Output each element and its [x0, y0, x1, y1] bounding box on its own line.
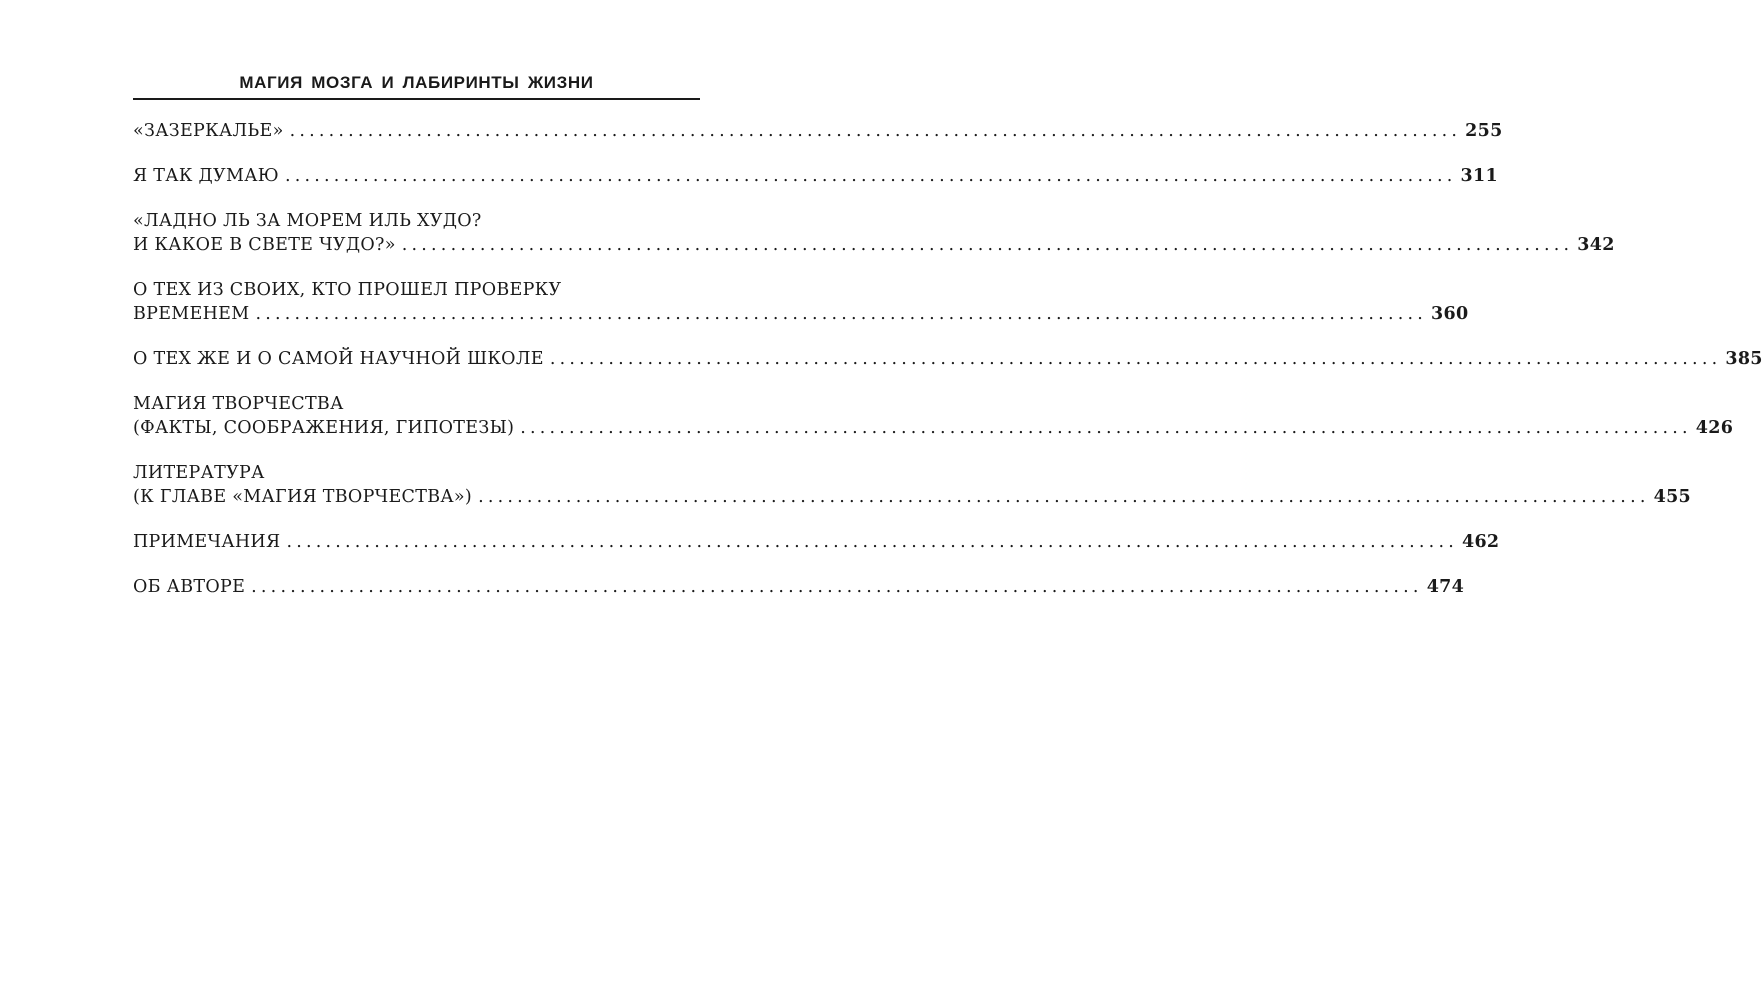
leader-dots: ........................................................................................................................ [255, 304, 1427, 324]
toc-title-first-line: МАГИЯ ТВОРЧЕСТВА [133, 394, 344, 414]
toc-page-number: 462 [1461, 532, 1500, 552]
toc-page-number: 360 [1431, 304, 1469, 324]
toc-title-first-line: «ЛАДНО ЛЬ ЗА МОРЕМ ИЛЬ ХУДО? [133, 211, 482, 231]
table-of-contents [133, 119, 1763, 620]
toc-entry-o-teh-zhe[interactable] [133, 347, 1763, 371]
toc-line [133, 416, 1734, 440]
toc-entry-zazerkalie[interactable] [133, 119, 1503, 143]
toc-line [133, 302, 1469, 326]
toc-line [133, 164, 1498, 188]
toc-title-first-line: О ТЕХ ИЗ СВОИХ, КТО ПРОШЕЛ ПРОВЕРКУ [133, 280, 562, 300]
leader-dots: ........................................................................................................................ [289, 121, 1462, 141]
toc-title: (ФАКТЫ, СООБРАЖЕНИЯ, ГИПОТЕЗЫ) [133, 418, 515, 438]
toc-entry-ya-tak-dumayu[interactable] [133, 164, 1498, 188]
toc-page-number: 385 [1725, 349, 1763, 369]
toc-page-number: 455 [1653, 487, 1692, 507]
toc-title: ВРЕМЕНЕМ [133, 304, 250, 324]
toc-page-number: 255 [1465, 121, 1503, 141]
toc-entry-o-teh-iz-svoih[interactable] [133, 278, 1469, 326]
book-page [133, 0, 1763, 1000]
running-head: МАГИЯ МОЗГА И ЛАБИРИНТЫ ЖИЗНИ [239, 73, 594, 92]
toc-title: О ТЕХ ЖЕ И О САМОЙ НАУЧНОЙ ШКОЛЕ [133, 349, 544, 369]
leader-dots: ........................................................................................................................ [478, 487, 1650, 507]
toc-entry-literatura[interactable] [133, 461, 1692, 509]
toc-line [133, 530, 1500, 554]
header-rule [133, 98, 700, 100]
toc-title: И КАКОЕ В СВЕТЕ ЧУДО?» [133, 235, 396, 255]
toc-line [133, 485, 1692, 509]
toc-title-first-line: ЛИТЕРАТУРА [133, 463, 265, 483]
leader-dots: ........................................................................................................................ [251, 577, 1423, 597]
toc-line [133, 347, 1763, 371]
toc-line [133, 119, 1503, 143]
toc-title: Я ТАК ДУМАЮ [133, 166, 279, 186]
toc-page-number: 426 [1695, 418, 1734, 438]
leader-dots: ........................................................................................................................ [520, 418, 1692, 438]
toc-entry-primechaniya[interactable] [133, 530, 1500, 554]
leader-dots: ........................................................................................................................ [286, 532, 1458, 552]
toc-entry-ob-avtore[interactable] [133, 575, 1465, 599]
leader-dots: ........................................................................................................................ [401, 235, 1574, 255]
toc-entry-ladno-l-za-morem[interactable] [133, 209, 1615, 257]
toc-entry-magiya-tvorchestva[interactable] [133, 392, 1734, 440]
toc-page-number: 342 [1577, 235, 1615, 255]
leader-dots: ........................................................................................................................ [284, 166, 1457, 186]
toc-title: ОБ АВТОРЕ [133, 577, 246, 597]
toc-line [133, 233, 1615, 257]
toc-title: ПРИМЕЧАНИЯ [133, 532, 281, 552]
toc-page-number: 474 [1426, 577, 1465, 597]
toc-page-number: 311 [1460, 166, 1498, 186]
toc-title: «ЗАЗЕРКАЛЬЕ» [133, 121, 284, 141]
leader-dots: ........................................................................................................................ [549, 349, 1722, 369]
toc-line [133, 575, 1465, 599]
toc-title: (К ГЛАВЕ «МАГИЯ ТВОРЧЕСТВА») [133, 487, 473, 507]
